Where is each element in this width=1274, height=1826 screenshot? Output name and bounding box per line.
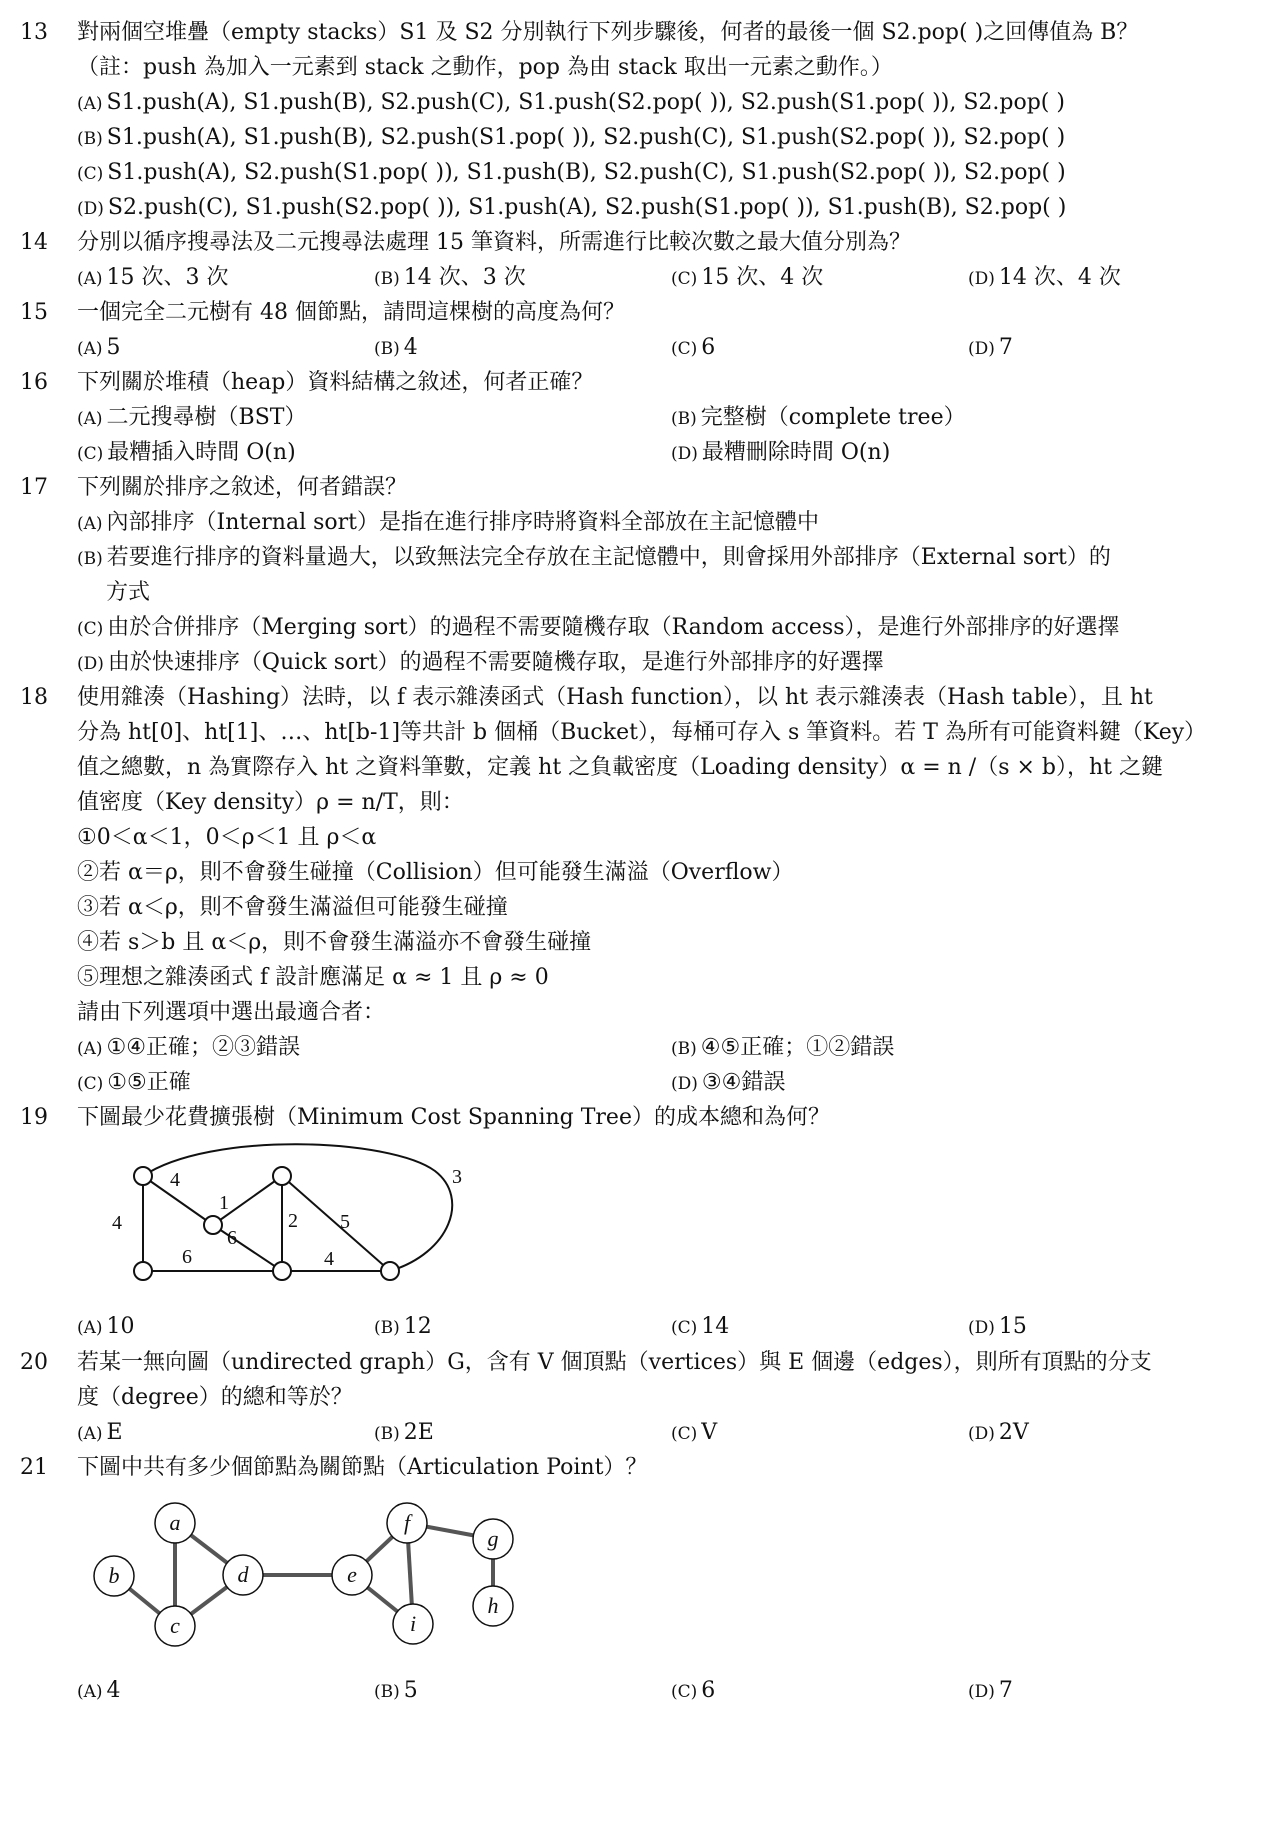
edge-weight-label: 4 (170, 1169, 180, 1191)
option-a: (A) S1.push(A), S1.push(B), S2.push(C), S1.push(S2.pop( )), S2.push(S1.pop( )), S2.pop( ) (77, 90, 1065, 115)
option-d: (D) S2.push(C), S1.push(S2.pop( )), S1.push(A), S2.push(S1.pop( )), S1.push(B), S2.pop( ) (77, 195, 1067, 220)
option-c: (C) 15 次、4 次 (671, 265, 824, 290)
node-label: a (169, 1510, 181, 1535)
option-c: (C) 14 (671, 1314, 730, 1339)
option-a: (A) 10 (77, 1314, 135, 1339)
question-stem: 一個完全二元樹有 48 個節點，請問這棵樹的高度為何？ (77, 300, 625, 325)
question-number: 13 (20, 20, 48, 45)
question-stem: 下圖最少花費擴張樹（Minimum Cost Spanning Tree）的成本總和為何？ (77, 1105, 830, 1130)
option-a: (A) 15 次、3 次 (77, 265, 229, 290)
edge-weight-label: 4 (112, 1212, 122, 1234)
question-number: 16 (20, 370, 48, 395)
statement-3: ③若 α＜ρ，則不會發生滿溢但可能發生碰撞 (77, 895, 508, 920)
option-d: (D) 最糟刪除時間 O(n) (671, 440, 891, 465)
graph-node (273, 1262, 291, 1280)
option-b: (B) 若要進行排序的資料量過大，以致無法完全存放在主記憶體中，則會採用外部排序（External sort）的 (77, 545, 1111, 570)
option-d: (D) 由於快速排序（Quick sort）的過程不需要隨機存取，是進行外部排序的好選擇 (77, 650, 884, 675)
option-c: (C) 由於合併排序（Merging sort）的過程不需要隨機存取（Random access），是進行外部排序的好選擇 (77, 615, 1120, 640)
question-stem-line: 使用雜湊（Hashing）法時，以 f 表示雜湊函式（Hash function），以 ht 表示雜湊表（Hash table），且 ht (77, 685, 1153, 710)
option-b: (B) 4 (374, 335, 418, 360)
question-stem-line: 值之總數，n 為實際存入 ht 之資料筆數，定義 ht 之負載密度（Loading density）α = n /（s × b），ht 之鍵 (77, 755, 1164, 780)
question-stem: 分別以循序搜尋法及二元搜尋法處理 15 筆資料，所需進行比較次數之最大值分別為？ (77, 230, 911, 255)
option-d: (D) 7 (968, 1678, 1013, 1703)
option-c: (C) 6 (671, 1678, 716, 1703)
edge-weight-label: 6 (182, 1246, 192, 1268)
question-stem-line: 分為 ht[0]、ht[1]、…、ht[b-1]等共計 b 個桶（Bucket），每桶可存入 s 筆資料。若 T 為所有可能資料鍵（Key） (77, 720, 1207, 745)
graph-node (381, 1262, 399, 1280)
statement-1: ①0＜α＜1，0＜ρ＜1 且 ρ＜α (77, 825, 377, 850)
question-number: 14 (20, 230, 48, 255)
weighted-graph-diagram (90, 1143, 490, 1303)
question-number: 19 (20, 1105, 48, 1130)
edge-weight-label: 4 (324, 1248, 334, 1270)
statement-2: ②若 α＝ρ，則不會發生碰撞（Collision）但可能發生滿溢（Overflow） (77, 860, 794, 885)
question-number: 18 (20, 685, 48, 710)
question-stem-line: 若某一無向圖（undirected graph）G，含有 V 個頂點（vertices）與 E 個邊（edges），則所有頂點的分支 (77, 1350, 1152, 1375)
node-label: i (409, 1611, 417, 1636)
option-a: (A) 二元搜尋樹（BST） (77, 405, 307, 430)
option-d: (D) 15 (968, 1314, 1027, 1339)
node-label: d (237, 1562, 249, 1587)
node-label: f (403, 1510, 411, 1535)
graph-node (134, 1167, 152, 1185)
option-d: (D) 7 (968, 335, 1013, 360)
option-b: (B) 2E (374, 1420, 434, 1445)
node-label: g (487, 1526, 499, 1551)
question-note: （註：push 為加入一元素到 stack 之動作，pop 為由 stack 取出一元素之動作。） (77, 55, 893, 80)
question-number: 17 (20, 475, 48, 500)
edge-weight-label: 6 (227, 1227, 237, 1249)
option-b: (B) 12 (374, 1314, 432, 1339)
option-d: (D) 14 次、4 次 (968, 265, 1121, 290)
option-b-continued: 方式 (106, 580, 151, 605)
graph-edge (213, 1225, 282, 1271)
question-stem-line: 度（degree）的總和等於？ (77, 1385, 353, 1410)
question-number: 20 (20, 1350, 48, 1375)
option-c: (C) 6 (671, 335, 716, 360)
option-c: (C) S1.push(A), S2.push(S1.pop( )), S1.push(B), S2.push(C), S1.push(S2.pop( )), S2.pop( ) (77, 160, 1066, 185)
option-c: (C) ①⑤正確 (77, 1070, 191, 1095)
option-c: (C) 最糟插入時間 O(n) (77, 440, 296, 465)
undirected-graph-diagram (80, 1496, 540, 1671)
question-prompt: 請由下列選項中選出最適合者： (77, 1000, 386, 1025)
question-stem: 下圖中共有多少個節點為關節點（Articulation Point）？ (77, 1455, 648, 1480)
statement-5: ⑤理想之雜湊函式 f 設計應滿足 α ≈ 1 且 ρ ≈ 0 (77, 965, 549, 990)
question-number: 21 (20, 1455, 48, 1480)
node-label: h (487, 1593, 499, 1618)
node-label: b (108, 1563, 120, 1588)
option-d: (D) ③④錯誤 (671, 1070, 786, 1095)
graph-node (204, 1216, 222, 1234)
question-stem: 下列關於堆積（heap）資料結構之敘述，何者正確？ (77, 370, 594, 395)
graph-node (273, 1167, 291, 1185)
statement-4: ④若 s＞b 且 α＜ρ，則不會發生滿溢亦不會發生碰撞 (77, 930, 592, 955)
option-b: (B) ④⑤正確；①②錯誤 (671, 1035, 895, 1060)
node-label: c (170, 1613, 180, 1638)
question-stem: 下列關於排序之敘述，何者錯誤？ (77, 475, 408, 500)
question-stem-line: 值密度（Key density）ρ = n/T，則： (77, 790, 464, 815)
option-c: (C) V (671, 1420, 718, 1445)
edge-weight-label: 1 (219, 1192, 229, 1214)
option-b: (B) 完整樹（complete tree） (671, 405, 966, 430)
edge-weight-label: 5 (340, 1211, 350, 1233)
question-number: 15 (20, 300, 48, 325)
graph-edge (282, 1176, 390, 1271)
question-stem: 對兩個空堆疊（empty stacks）S1 及 S2 分別執行下列步驟後，何者的最後一個 S2.pop( )之回傳值為 B？ (77, 20, 1139, 45)
option-a: (A) 內部排序（Internal sort）是指在進行排序時將資料全部放在主記憶體中 (77, 510, 819, 535)
option-a: (A) E (77, 1420, 123, 1445)
edge-weight-label: 3 (452, 1166, 462, 1188)
option-b: (B) 5 (374, 1678, 418, 1703)
edge-weight-label: 2 (288, 1210, 298, 1232)
node-label: e (347, 1562, 357, 1587)
option-a: (A) 4 (77, 1678, 121, 1703)
graph-node (134, 1262, 152, 1280)
option-a: (A) 5 (77, 335, 121, 360)
option-b: (B) S1.push(A), S1.push(B), S2.push(S1.pop( )), S2.push(C), S1.push(S2.pop( )), S2.pop( ) (77, 125, 1066, 150)
option-b: (B) 14 次、3 次 (374, 265, 526, 290)
option-d: (D) 2V (968, 1420, 1029, 1445)
option-a: (A) ①④正確；②③錯誤 (77, 1035, 300, 1060)
